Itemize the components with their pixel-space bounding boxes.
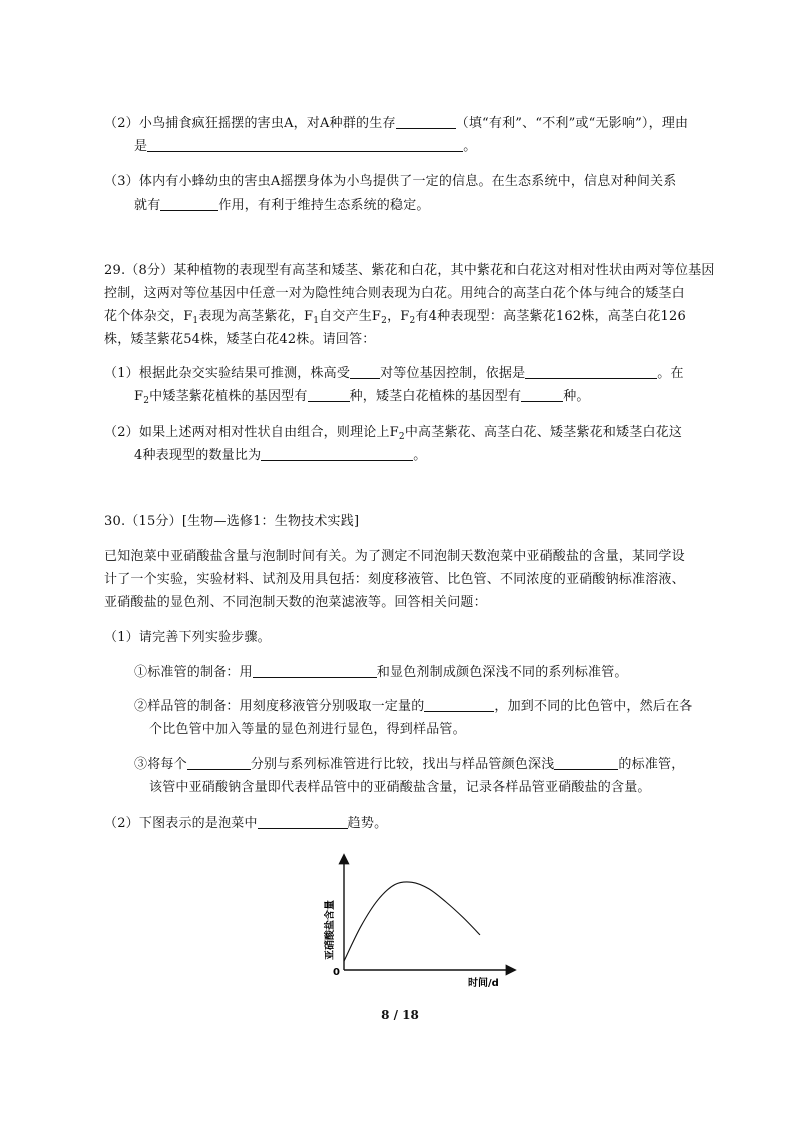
answer-blank[interactable] [187,757,251,770]
q30-step1: ①标准管的制备：用 和显色剂制成颜色深浅不同的系列标准管。 [134,665,628,680]
y-axis-label [323,900,336,960]
q29-stem-line2: 控制，这两对等位基因中任意一对为隐性纯合则表现为白花。用纯合的高茎白花个体与纯合的矮茎白 [104,286,685,301]
q29-part1-line1: （1）根据此杂交实验结果可推测，株高受 对等位基因控制，依据是 。在 [104,366,684,381]
q29-stem-line1: 29.（8分）某种植物的表现型有高茎和矮茎、紫花和白花，其中紫花和白花这对相对性状由两对等位基因 [104,263,715,278]
page-number: 8 / 18 [381,1008,419,1022]
answer-blank[interactable] [308,389,350,402]
answer-blank[interactable] [396,116,456,129]
answer-blank[interactable] [525,366,657,379]
answer-blank[interactable] [258,816,348,829]
q29-part2-line1: （2）如果上述两对相对性状自由组合，则理论上$F_2$中高茎紫花、高茎白花、矮茎紫花和矮茎白花这 [104,425,683,442]
q30-heading: 30.（15分）[生物—选修1：生物技术实践] [104,514,360,529]
q28-part2-line1: （2）小鸟捕食疯狂摇摆的害虫A，对A种群的生存 （填“有利”、“不利”或“无影响”），理由 [104,116,689,131]
answer-blank[interactable] [160,198,218,211]
q30-step3-line2: 该管中亚硝酸钠含量即代表样品管中的亚硝酸盐含量，记录各样品管亚硝酸盐的含量。 [149,780,651,795]
nitrite-trend-chart [300,848,530,998]
q30-intro-line2: 计了一个实验，实验材料、试剂及用具包括：刻度移液管、比色管、不同浓度的亚硝酸钠标准溶液、 [104,572,685,587]
q29-part1-line2: $F_2$中矮茎紫花植株的基因型有 种，矮茎白花植株的基因型有 种。 [134,389,590,406]
q30-step2-line1: ②样品管的制备：用刻度移液管分别吸取一定量的 ，加到不同的比色管中，然后在各 [134,699,693,714]
nitrite-curve [344,882,480,961]
answer-blank[interactable] [554,757,618,770]
answer-blank[interactable] [261,448,413,461]
q29-part2-line2: 4种表现型的数量比为 。 [134,448,427,463]
answer-blank[interactable] [350,366,380,379]
answer-blank[interactable] [147,139,463,152]
q28-part2-line2: 是 。 [134,139,477,154]
answer-blank[interactable] [521,389,563,402]
q30-intro-line3: 亚硝酸盐的显色剂、不同泡制天数的泡菜滤液等。回答相关问题： [104,595,487,610]
q28-part3-line2: 就有 作用，有利于维持生态系统的稳定。 [134,198,430,213]
answer-blank[interactable] [424,699,494,712]
q30-part2-line1: （2）下图表示的是泡菜中 趋势。 [104,816,388,831]
q28-part3-line1: （3）体内有小蜂幼虫的害虫A摇摆身体为小鸟提供了一定的信息。在生态系统中，信息对种间关系 [104,174,677,189]
q29-stem-line4: 株，矮茎紫花54株，矮茎白花42株。请回答： [104,332,376,347]
q30-intro-line1: 已知泡菜中亚硝酸盐含量与泡制时间有关。为了测定不同泡制天数泡菜中亚硝酸盐的含量，某同学设 [104,549,685,564]
answer-blank[interactable] [253,665,377,678]
svg-text:亚硝酸盐含量: 亚硝酸盐含量 [325,900,336,960]
origin-label: 0 [333,967,340,978]
x-axis-label: 时间/d [468,978,499,989]
q29-stem-line3: 花个体杂交，$F_1$表现为高茎紫花，$F_1$自交产生$F_2$，$F_2$有4种表现型：高茎紫花162株，高茎白花126 [104,309,686,326]
q30-step2-line2: 个比色管中加入等量的显色剂进行显色，得到样品管。 [149,722,466,737]
q30-part1-label: （1）请完善下列实验步骤。 [104,630,271,645]
q30-step3-line1: ③将每个 分别与系列标准管进行比较，找出与样品管颜色深浅 的标准管， [134,757,685,772]
